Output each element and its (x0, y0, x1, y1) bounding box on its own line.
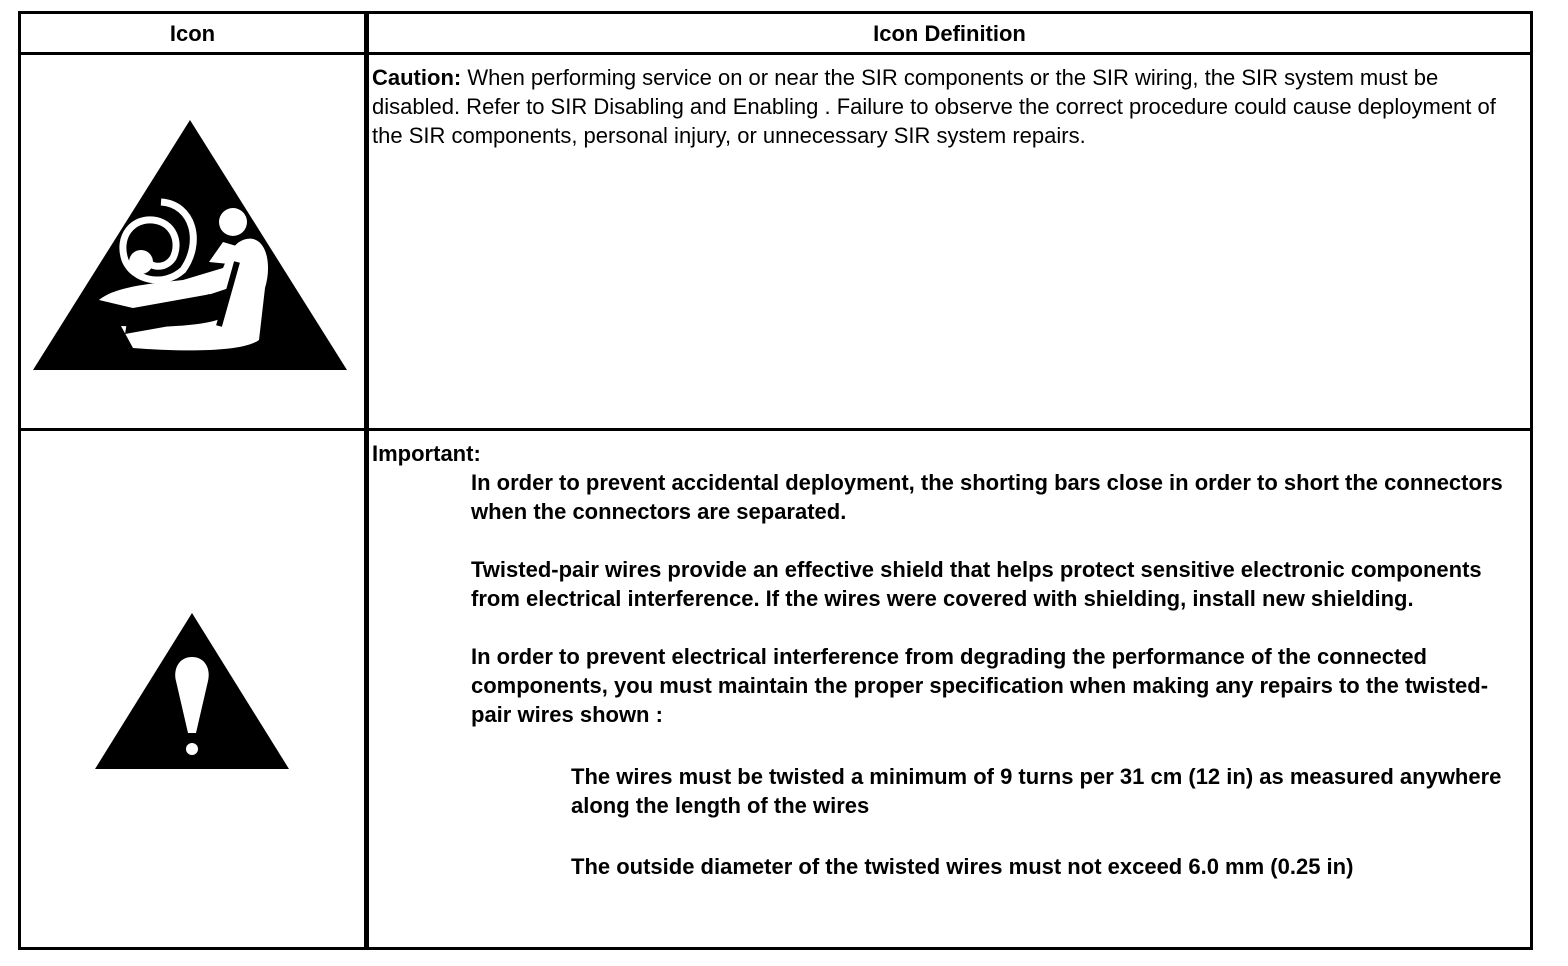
header-icon-definition: Icon Definition (873, 21, 1026, 46)
header-icon: Icon (169, 21, 216, 46)
paragraph-text: In order to prevent electrical interference from degrading the performance of the connected components, you must maintain the proper specification when making any repairs to the twisted-pair wires shown : (471, 644, 1489, 727)
paragraph-text: In order to prevent accidental deployment, the shorting bars close in order to short the connectors when the connectors are separated. (471, 470, 1503, 524)
sub-item-text: The wires must be twisted a minimum of 9 turns per 31 cm (12 in) as measured anywhere along the length of the wires (571, 764, 1502, 818)
caution-label: Caution: (372, 65, 462, 90)
caution-text: When performing service on or near the SIR components or the SIR wiring, the SIR system must be disabled. Refer to SIR Disabling and Enabling . Failure to observe the correct procedure could cause deployment of the SIR components, personal injury, or unnecessary SIR system repairs. (372, 65, 1496, 148)
important-sub-item-2 (571, 852, 1522, 881)
important-paragraph-2 (471, 555, 1522, 613)
column-divider (364, 14, 369, 947)
exclamation-warning-icon (95, 611, 291, 771)
important-icon-cell (21, 431, 364, 950)
icon-definition-table (18, 11, 1533, 950)
important-definition (372, 439, 1530, 881)
caution-icon-cell (21, 55, 364, 428)
important-paragraph-1 (471, 468, 1522, 526)
important-paragraph-3 (471, 642, 1522, 729)
paragraph-text: Twisted-pair wires provide an effective shield that helps protect sensitive electronic components from electrical interference. If the wires were covered with shielding, install new shielding. (471, 557, 1482, 611)
caution-definition (372, 63, 1530, 150)
important-label: Important: (372, 441, 481, 466)
sub-item-text: The outside diameter of the twisted wires must not exceed 6.0 mm (0.25 in) (571, 854, 1354, 879)
important-sub-item-1 (571, 762, 1522, 820)
sir-airbag-warning-icon (33, 112, 353, 372)
